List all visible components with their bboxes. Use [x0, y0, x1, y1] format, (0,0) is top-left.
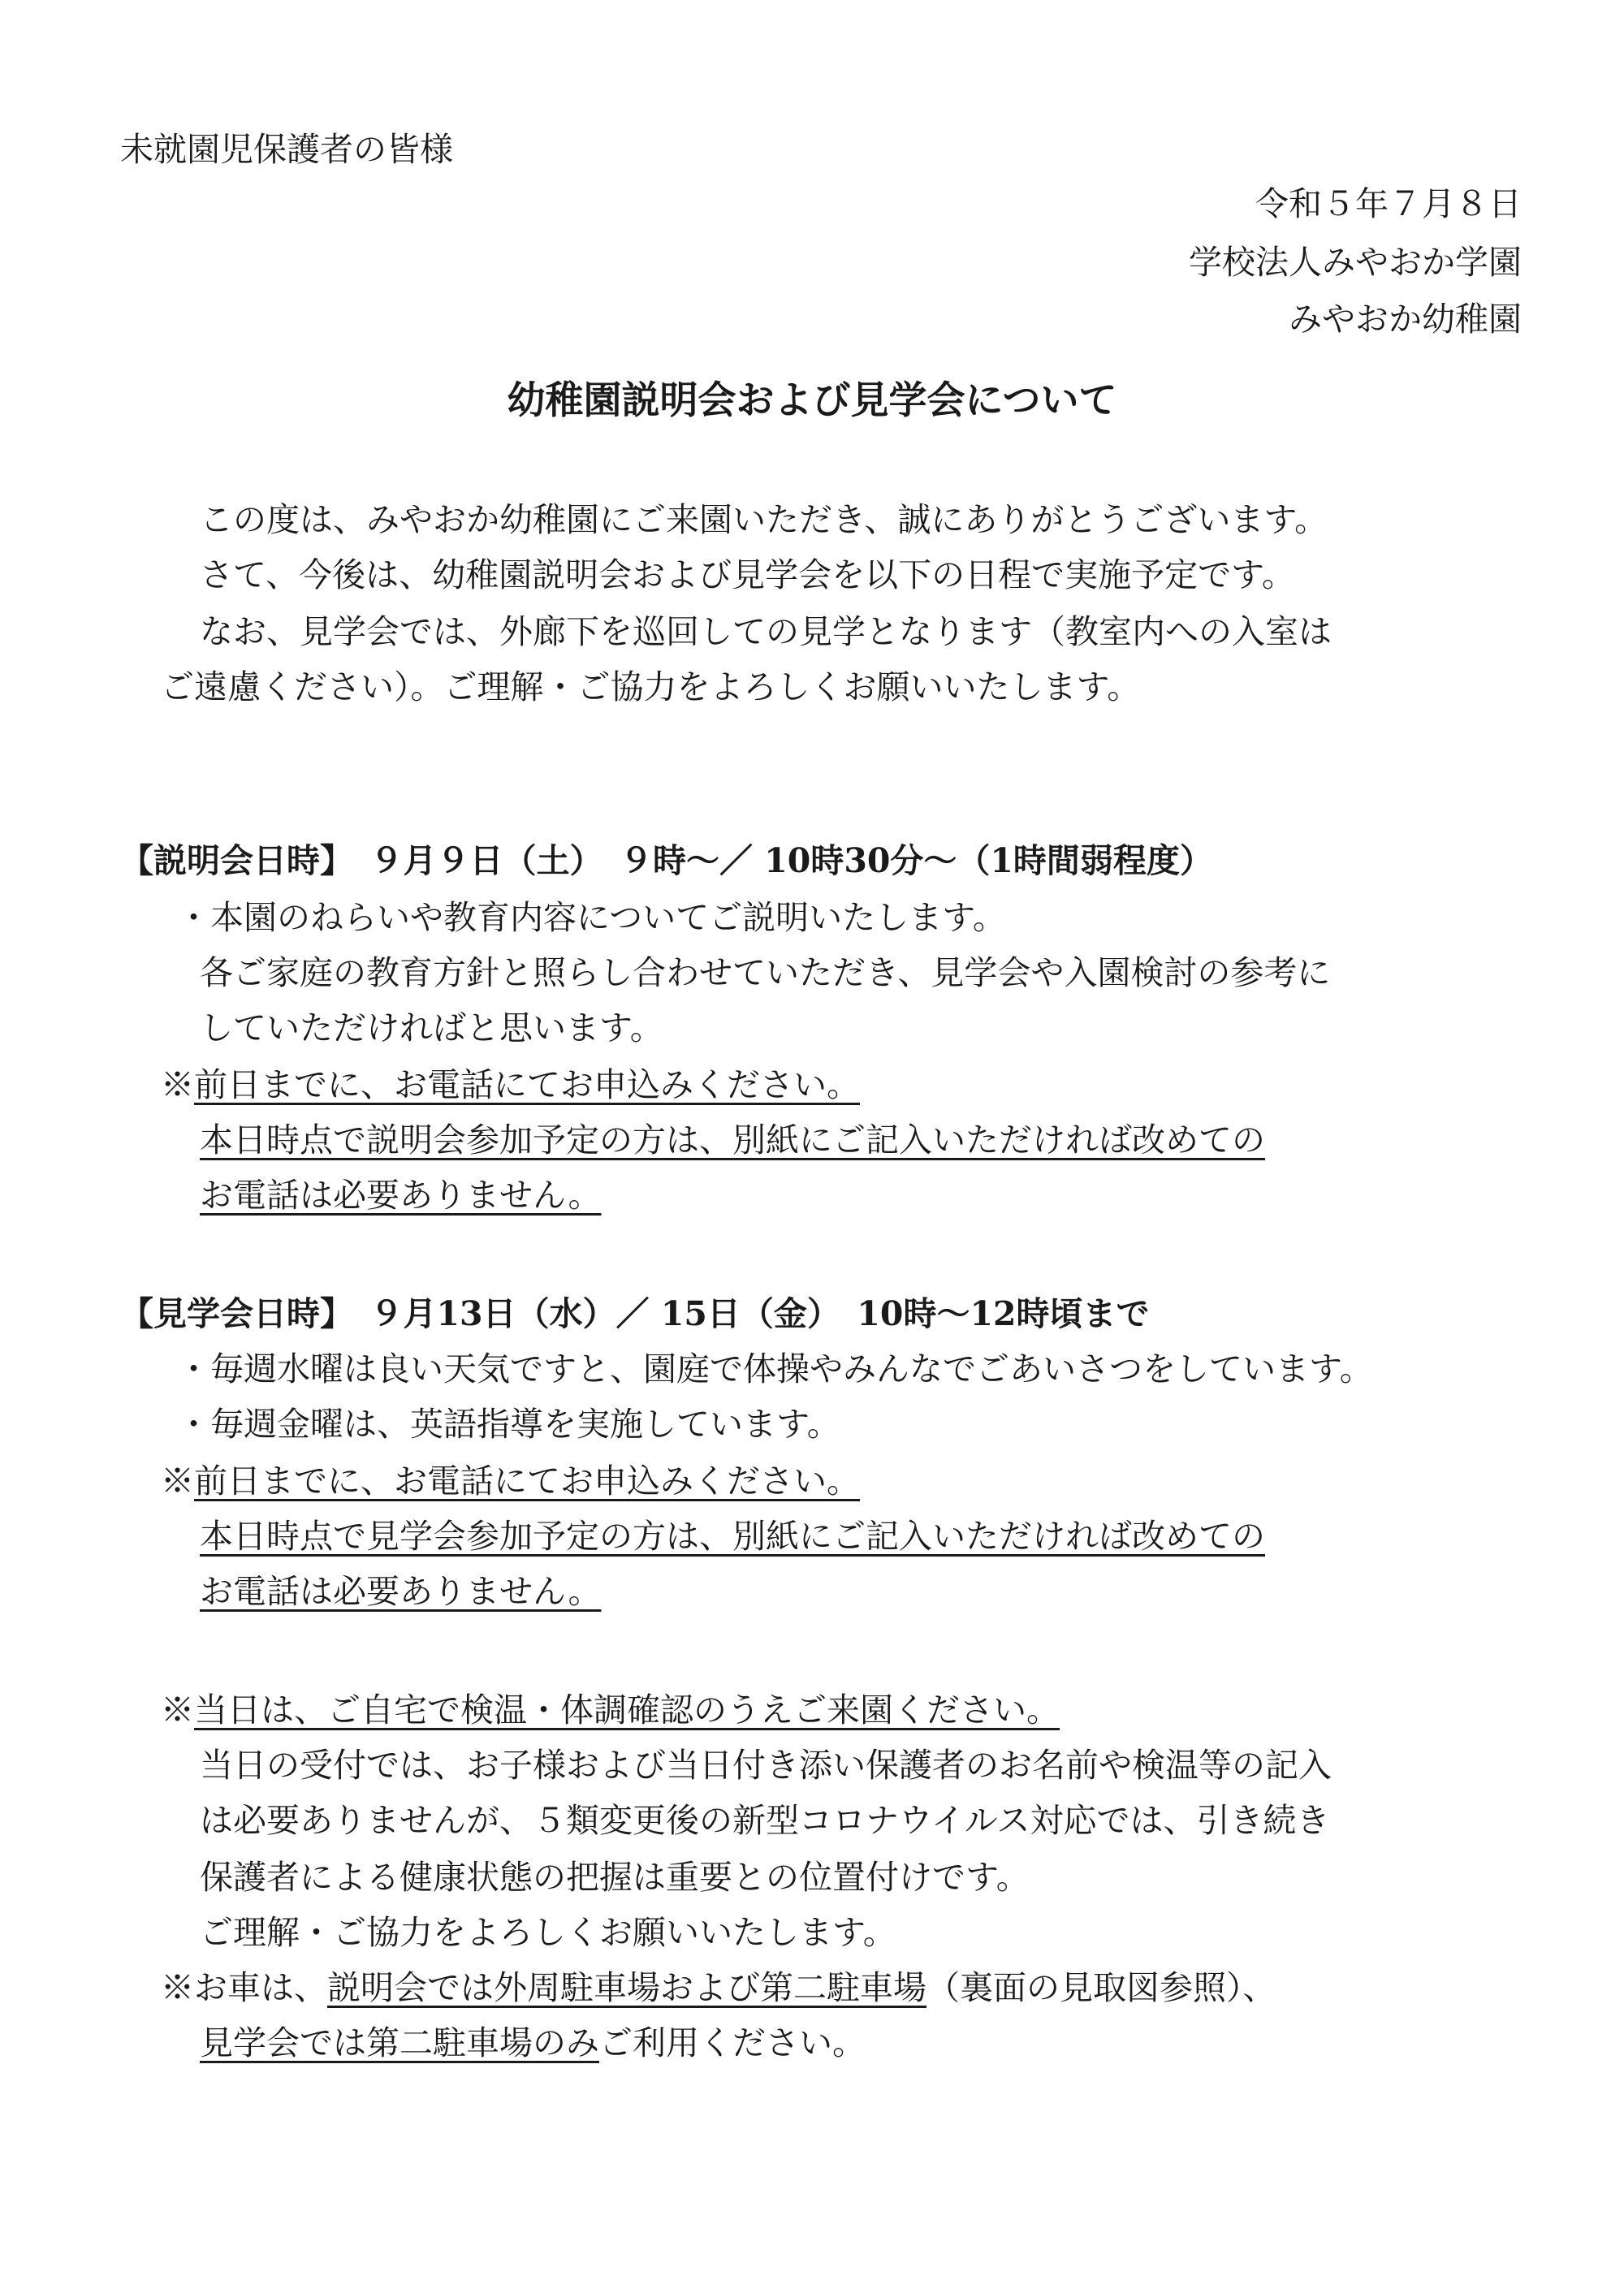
tour-bullet-1: ・毎週水曜は良い天気ですと、園庭で体操やみんなでごあいさつをしています。 [177, 1349, 1373, 1388]
briefing-note [161, 1064, 860, 1106]
tour-heading: 【見学会日時】 ９月13日（水）／ 15日（金） 10時～12時頃まで [120, 1294, 1150, 1333]
intro-line-4: ご遠慮ください）。ご理解・ご協力をよろしくお願いいたします。 [161, 667, 1141, 706]
parking-note-tail: ご利用ください。 [599, 2023, 866, 2062]
school-name: みやおか幼稚園 [1289, 300, 1522, 339]
note-mark: ※ [161, 1691, 194, 1729]
briefing-bullet-1-cont-2: していただければと思います。 [200, 1008, 663, 1047]
briefing-note-line-1: 前日までに、お電話にてお申込みください。 [194, 1065, 860, 1104]
parking-note-briefing-lots: 説明会では外周駐車場および第二駐車場 [327, 1968, 926, 2007]
tour-note [161, 1460, 860, 1502]
note-mark: ※ [161, 1968, 194, 2007]
addressee: 未就園児保護者の皆様 [120, 130, 453, 169]
intro-line-1: この度は、みやおか幼稚園にご来園いただき、誠にありがとうございます。 [200, 500, 1328, 539]
tour-bullet-2: ・毎週金曜は、英語指導を実施しています。 [177, 1405, 840, 1444]
parking-note-lead: お車は、 [194, 1968, 327, 2007]
tour-note-line-1: 前日までに、お電話にてお申込みください。 [194, 1462, 860, 1501]
health-note-line-3: は必要ありませんが、５類変更後の新型コロナウイルス対応では、引き続き [200, 1801, 1330, 1840]
parking-note-map-ref: （裏面の見取図参照）、 [926, 1968, 1276, 2007]
health-note-line-4: 保護者による健康状態の把握は重要との位置付けです。 [200, 1858, 1030, 1897]
health-note-line-2: 当日の受付では、お子様および当日付き添い保護者のお名前や検温等の記入 [200, 1746, 1332, 1785]
organization-name: 学校法人みやおか学園 [1189, 243, 1522, 282]
briefing-heading: 【説明会日時】 ９月９日（土） ９時～／ 10時30分～（1時間弱程度） [120, 841, 1213, 880]
note-mark: ※ [161, 1065, 194, 1104]
issue-date: 令和５年７月８日 [1255, 184, 1522, 223]
parking-note [161, 1967, 1276, 2009]
intro-line-3: なお、見学会では、外廊下を巡回しての見学となります（教室内への入室は [200, 612, 1332, 651]
health-note-line-1: 当日は、ご自宅で検温・体調確認のうえご来園ください。 [194, 1691, 1060, 1729]
tour-note-line-2: 本日時点で見学会参加予定の方は、別紙にご記入いただければ改めての [200, 1517, 1265, 1556]
briefing-note-line-2: 本日時点で説明会参加予定の方は、別紙にご記入いただければ改めての [200, 1121, 1265, 1159]
briefing-bullet-1: ・本園のねらいや教育内容についてご説明いたします。 [177, 898, 1006, 937]
briefing-note-line-3: お電話は必要ありません。 [200, 1176, 602, 1215]
briefing-bullet-1-cont-1: 各ご家庭の教育方針と照らし合わせていただき、見学会や入園検討の参考に [200, 953, 1331, 992]
health-note-line-5: ご理解・ご協力をよろしくお願いいたします。 [200, 1913, 896, 1952]
page-title: 幼稚園説明会および見学会について [507, 378, 1117, 423]
parking-note-tour-lot: 見学会では第二駐車場のみ [200, 2023, 599, 2062]
health-note [161, 1689, 1060, 1731]
parking-note-line-2 [200, 2022, 866, 2064]
note-mark: ※ [161, 1462, 194, 1501]
intro-line-2: さて、今後は、幼稚園説明会および見学会を以下の日程で実施予定です。 [200, 555, 1295, 594]
tour-note-line-3: お電話は必要ありません。 [200, 1572, 602, 1611]
